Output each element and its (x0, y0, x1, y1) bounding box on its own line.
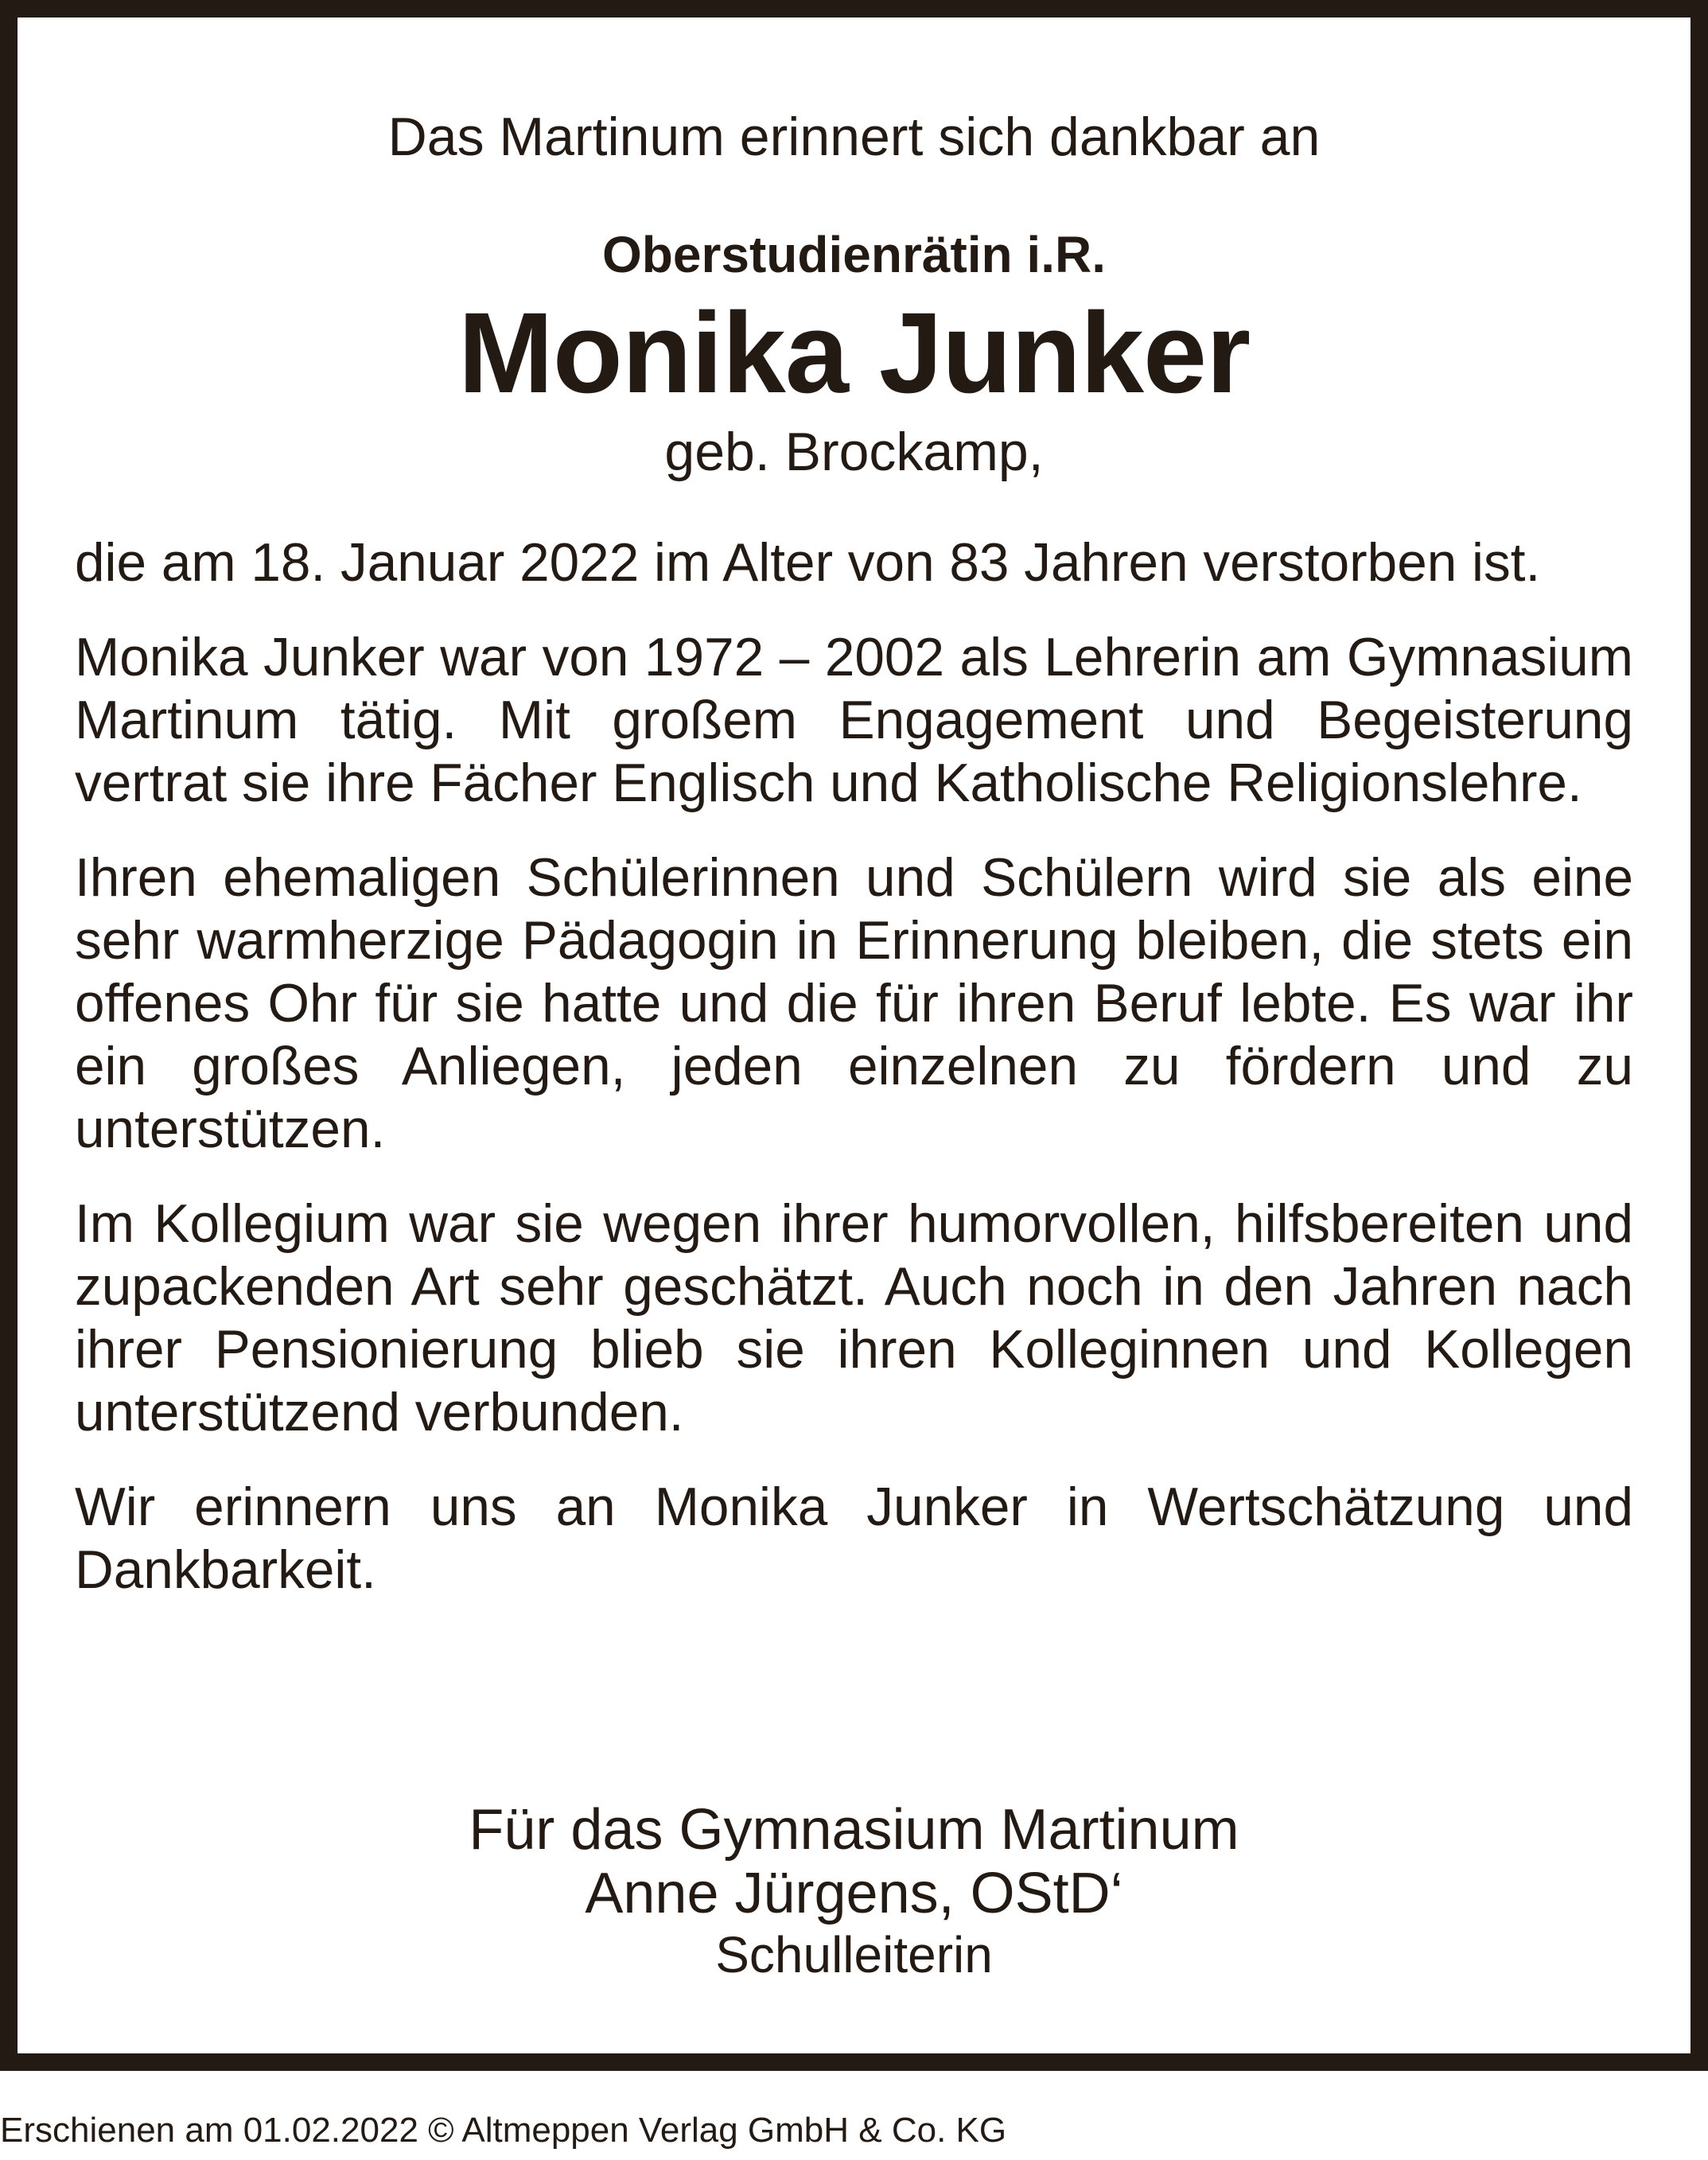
paragraph-students: Ihren ehemaligen Schülerinnen und Schülern wird sie als eine sehr warmherzige Pädagogin in Erinnerung bleiben, die stets ein offenes Ohr für sie hatte und die für ihren Beruf lebte. Es war ihr ein großes Anliegen, jeden einzelnen zu fördern und zu unterstützen. (75, 848, 1633, 1159)
signature-organization: Für das Gymnasium Martinum (469, 1798, 1239, 1862)
paragraph-death-date: die am 18. Januar 2022 im Alter von 83 Jahren verstorben ist. (75, 533, 1541, 593)
paragraph-career: Monika Junker war von 1972 – 2002 als Lehrerin am Gymnasium Martinum tätig. Mit großem Engagement und Begeisterung vertrat sie ihre Fächer Englisch und Katholische Religionslehre. (75, 628, 1633, 813)
paragraph-colleagues: Im Kollegium war sie wegen ihrer humorvollen, hilfsbereiten und zupackenden Art sehr geschätzt. Auch noch in den Jahren nach ihrer Pensionierung blieb sie ihren Kolleginnen und Kollegen unterstützend verbunden. (75, 1194, 1633, 1442)
signature-block (75, 1798, 1633, 1984)
paragraph-closing: Wir erinnern uns an Monika Junker in Wertschätzung und Dankbarkeit. (75, 1477, 1633, 1600)
notice-body (75, 531, 1633, 1633)
signature-signer: Anne Jürgens, OStD‘ (585, 1862, 1123, 1925)
academic-title: Oberstudienrätin i.R. (602, 226, 1106, 283)
publication-footer: Erschienen am 01.02.2022 © Altmeppen Verlag GmbH & Co. KG (0, 2111, 1007, 2150)
maiden-name: geb. Brockamp, (664, 422, 1044, 482)
deceased-name: Monika Junker (457, 289, 1251, 417)
signature-role: Schulleiterin (715, 1926, 993, 1983)
intro-line: Das Martinum erinnert sich dankbar an (387, 107, 1321, 167)
